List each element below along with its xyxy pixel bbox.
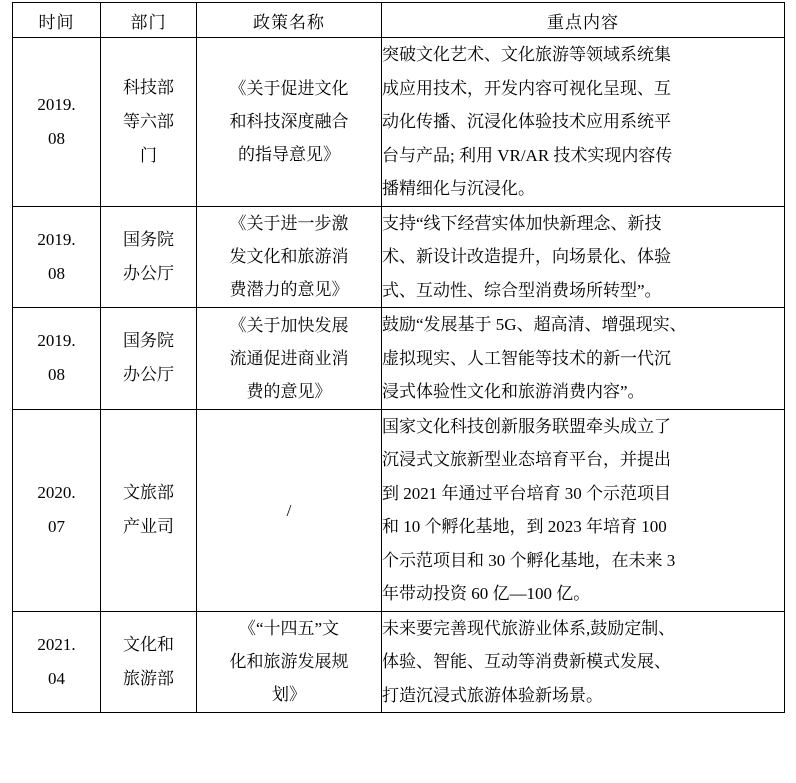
table-row — [13, 409, 785, 611]
cell-policy-name: 《关于加快发展 流通促进商业消 费的意见》 — [197, 308, 382, 410]
cell-key-content: 支持“线下经营实体加快新理念、新技 术、新设计改造提升，向场景化、体验 式、互动性、综合型消费场所转型”。 — [382, 206, 785, 308]
cell-key-content: 国家文化科技创新服务联盟牵头成立了 沉浸式文旅新型业态培育平台，并提出 到 2021 年通过平台培育 30 个示范项目 和 10 个孵化基地，到 2023 年培育 100 个示范项目和 30 个孵化基地，在未来 3 年带动投资 60 亿—100 亿。 — [382, 409, 785, 611]
cell-time: 2019. 08 — [13, 308, 101, 410]
table-header — [13, 3, 785, 38]
cell-department: 科技部 等六部 门 — [101, 38, 197, 207]
cell-policy-name: 《关于促进文化 和科技深度融合 的指导意见》 — [197, 38, 382, 207]
cell-policy-name: / — [197, 409, 382, 611]
table-row — [13, 308, 785, 410]
table-header-row — [13, 3, 785, 38]
table-row — [13, 38, 785, 207]
table-row — [13, 611, 785, 713]
table-row — [13, 206, 785, 308]
column-header-key-content: 重点内容 — [382, 3, 785, 38]
cell-policy-name: 《关于进一步激 发文化和旅游消 费潜力的意见》 — [197, 206, 382, 308]
cell-policy-name: 《“十四五”文 化和旅游发展规 划》 — [197, 611, 382, 713]
cell-key-content: 鼓励“发展基于 5G、超高清、增强现实、 虚拟现实、人工智能等技术的新一代沉 浸式体验性文化和旅游消费内容”。 — [382, 308, 785, 410]
policy-table — [12, 2, 785, 713]
cell-department: 文化和 旅游部 — [101, 611, 197, 713]
table-body — [13, 38, 785, 713]
cell-key-content: 未来要完善现代旅游业体系,鼓励定制、 体验、智能、互动等消费新模式发展、 打造沉浸式旅游体验新场景。 — [382, 611, 785, 713]
cell-time: 2019. 08 — [13, 38, 101, 207]
cell-time: 2021. 04 — [13, 611, 101, 713]
cell-key-content: 突破文化艺术、文化旅游等领域系统集 成应用技术，开发内容可视化呈现、互 动化传播、沉浸化体验技术应用系统平 台与产品; 利用 VR/AR 技术实现内容传 播精细化与沉浸化。 — [382, 38, 785, 207]
column-header-time: 时间 — [13, 3, 101, 38]
cell-time: 2019. 08 — [13, 206, 101, 308]
column-header-policy-name: 政策名称 — [197, 3, 382, 38]
cell-department: 文旅部 产业司 — [101, 409, 197, 611]
column-header-department: 部门 — [101, 3, 197, 38]
cell-department: 国务院 办公厅 — [101, 206, 197, 308]
cell-department: 国务院 办公厅 — [101, 308, 197, 410]
cell-time: 2020. 07 — [13, 409, 101, 611]
